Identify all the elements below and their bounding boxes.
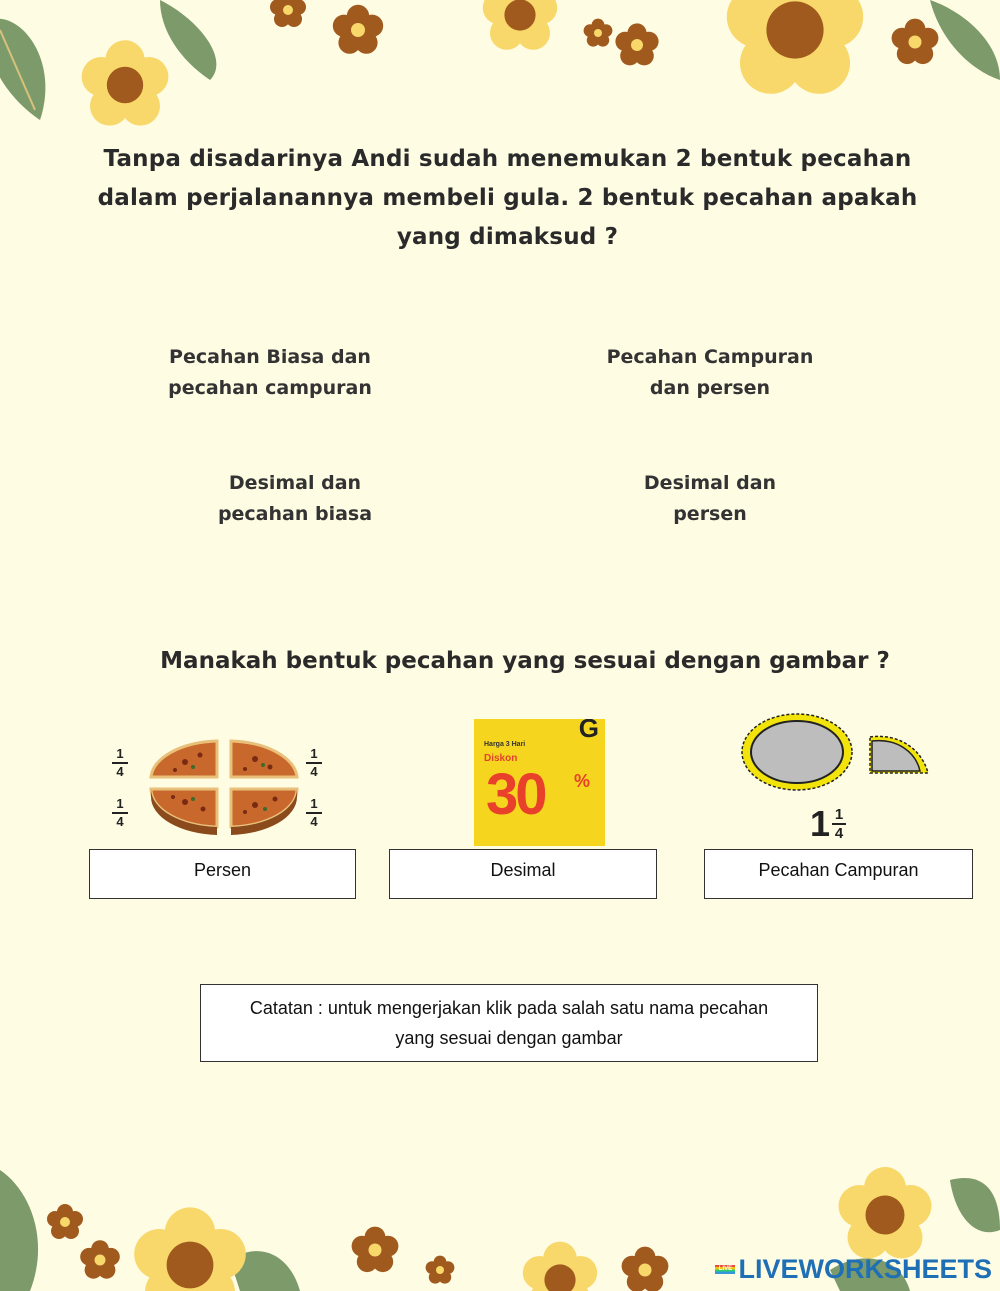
option-pecahan-campuran-persen[interactable] <box>580 342 840 404</box>
note-line-1: Catatan : untuk mengerjakan klik pada salah satu nama pecahan <box>249 998 769 1018</box>
question-1-line-3: yang dimaksud ? <box>396 224 619 250</box>
fraction-top-right <box>306 747 322 779</box>
denominator: 4 <box>116 813 124 829</box>
note-line-2: yang sesuai dengan gambar <box>395 1028 623 1048</box>
option-line: pecahan campuran <box>168 377 372 399</box>
question-1-line-2: dalam perjalanannya membeli gula. 2 bentuk pecahan apakah <box>97 185 918 211</box>
numerator: 1 <box>310 746 318 761</box>
option-desimal-persen[interactable] <box>580 468 840 530</box>
question-1-text <box>40 140 975 257</box>
top-floral-decoration <box>0 0 1000 135</box>
discount-promo-image <box>474 719 605 846</box>
option-desimal-pecahan-biasa[interactable] <box>165 468 425 530</box>
answer-box-mixed[interactable]: Pecahan Campuran <box>704 849 973 899</box>
promo-value: 30 <box>486 762 545 827</box>
denominator: 4 <box>116 763 124 779</box>
denominator: 4 <box>834 824 844 842</box>
denominator: 4 <box>310 813 318 829</box>
fraction-bottom-right <box>306 797 322 829</box>
question-2-text: Manakah bentuk pecahan yang sesuai dengan gambar ? <box>160 648 890 674</box>
fraction-bottom-left <box>112 797 128 829</box>
logo-text: LIVEWORKSHEETS <box>738 1254 992 1284</box>
option-line: persen <box>673 503 747 525</box>
question-1-line-1: Tanpa disadarinya Andi sudah menemukan 2 bentuk pecahan <box>103 146 912 172</box>
promo-unit: % <box>574 771 591 791</box>
option-line: Desimal dan <box>228 472 362 494</box>
mixed-fraction <box>832 807 846 841</box>
answer-box-promo[interactable]: Desimal <box>389 849 657 899</box>
denominator: 4 <box>310 763 318 779</box>
option-line: Pecahan Campuran <box>606 346 814 368</box>
answer-box-pizza[interactable]: Persen <box>89 849 356 899</box>
pizza-icon <box>145 737 305 837</box>
promo-corner-letter: G <box>578 719 599 743</box>
option-line: Desimal dan <box>643 472 777 494</box>
option-line: Pecahan Biasa dan <box>169 346 371 368</box>
liveworksheets-logo[interactable] <box>715 1254 992 1285</box>
numerator: 1 <box>834 806 844 824</box>
numerator: 1 <box>116 796 124 811</box>
mixed-fraction-label <box>810 803 846 845</box>
logo-badge-icon: LIVE <box>715 1265 735 1274</box>
mixed-whole: 1 <box>810 803 831 844</box>
numerator: 1 <box>116 746 124 761</box>
mixed-fraction-image <box>740 705 940 845</box>
option-line: dan persen <box>649 377 771 399</box>
option-pecahan-biasa-campuran[interactable] <box>140 342 400 404</box>
fraction-top-left <box>112 747 128 779</box>
pizza-quarters-image <box>100 725 345 845</box>
option-line: pecahan biasa <box>217 503 373 525</box>
promo-small-line: Harga 3 Hari <box>484 741 526 748</box>
instruction-note <box>200 984 818 1062</box>
whole-and-quarter-shapes-icon <box>740 705 940 795</box>
promo-label: Diskon <box>484 753 518 764</box>
numerator: 1 <box>310 796 318 811</box>
